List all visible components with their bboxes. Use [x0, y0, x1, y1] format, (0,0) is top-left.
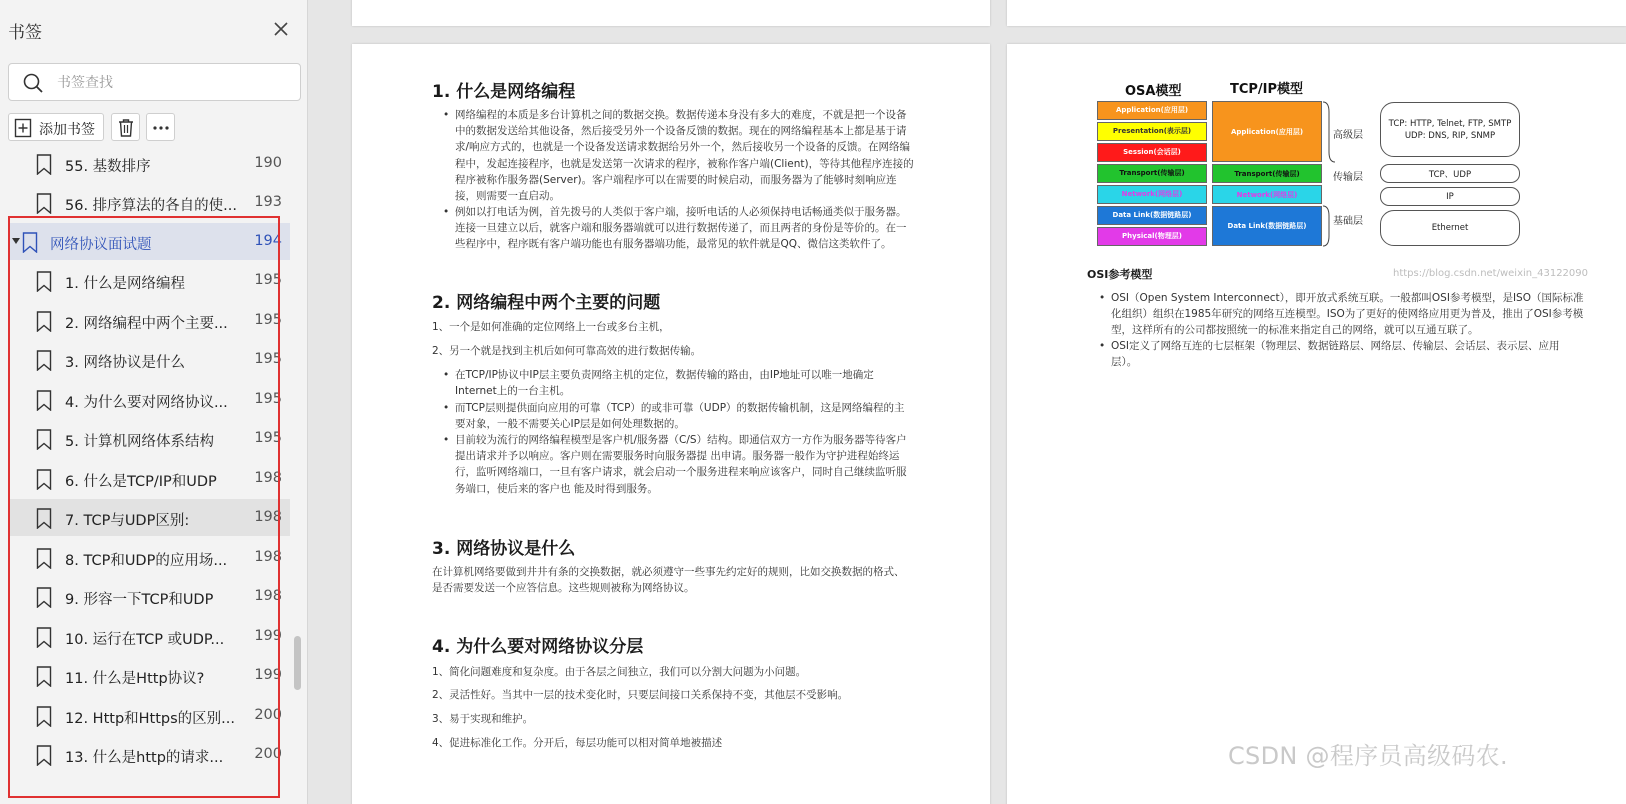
- bookmark-page: 200: [254, 707, 282, 723]
- bookmark-label: 2. 网络编程中两个主要...: [65, 316, 228, 332]
- bookmark-label: 7. TCP与UDP区别:: [65, 513, 190, 529]
- tcp-layer-datalink: Data Link(数据链路层): [1212, 206, 1322, 246]
- collapse-caret-icon[interactable]: [12, 238, 20, 244]
- bookmark-page: 194: [254, 233, 282, 249]
- bookmark-icon: [36, 311, 52, 332]
- bookmark-icon: [36, 508, 52, 529]
- bookmark-icon: [36, 706, 52, 727]
- more-options-button[interactable]: [146, 113, 175, 141]
- tcp-layer-application: Application(应用层): [1212, 101, 1322, 162]
- osi-bullet: • OSI定义了网络互连的七层框架（物理层、数据链路层、网络层、传输层、会话层、表示层、应用层）。: [1111, 338, 1585, 370]
- section-2-heading: 2. 网络编程中两个主要的问题: [432, 293, 661, 313]
- delete-bookmark-button[interactable]: [111, 113, 140, 141]
- section-1-bullet: • 例如以打电话为例，首先拨号的人类似于客户端，接听电话的人必须保持电话畅通类似于服务器。连接一旦建立以后，就客户端和服务器端就可以进行数据传递了，而且两者的身份是等价的。在一些程序中，程序既有客户端功能也有服务器端功能，最常见的软件就是QQ、微信这类软件了。: [455, 204, 915, 253]
- bookmark-icon: [36, 193, 52, 214]
- bookmark-icon: [36, 745, 52, 766]
- bookmark-item[interactable]: [10, 420, 290, 457]
- trash-icon: [116, 117, 136, 138]
- section-3-heading: 3. 网络协议是什么: [432, 539, 576, 559]
- search-input[interactable]: [57, 70, 287, 96]
- add-bookmark-label: 添加书签: [39, 122, 95, 138]
- section-2-bullet: • 在TCP/IP协议中IP层主要负责网络主机的定位，数据传输的路由，由IP地址可以唯一地确定Internet上的一台主机。: [455, 367, 880, 399]
- add-bookmark-icon: [13, 118, 33, 138]
- bookmark-page: 190: [254, 155, 282, 171]
- bookmark-label: 12. Http和Https的区别...: [65, 711, 236, 727]
- bookmark-icon: [36, 548, 52, 569]
- document-page-right: [1007, 44, 1626, 804]
- osi-layer-transport: Transport(传输层): [1097, 164, 1207, 183]
- protocols-datalink: Ethernet: [1380, 210, 1520, 246]
- section-4-paragraph: 4、促进标准化工作。分开后，每层功能可以相对简单地被描述: [432, 737, 723, 749]
- osi-layer-application: Application(应用层): [1097, 101, 1207, 120]
- bookmark-label: 4. 为什么要对网络协议...: [65, 395, 228, 411]
- bookmark-page: 200: [254, 746, 282, 762]
- zone-label-base: 基础层: [1333, 216, 1363, 227]
- bookmark-page: 193: [254, 194, 282, 210]
- bookmark-label: 1. 什么是网络编程: [65, 276, 185, 292]
- section-2-bullet: • 目前较为流行的网络编程模型是客户机/服务器（C/S）结构。即通信双方一方作为服务器等待客户提出请求并予以响应。客户则在需要服务时向服务器提 出申请。服务器一般作为守护进程始终运行，监听网络端口，一旦有客户请求，就会启动一个服务进程来响应该客户，同时自己继续监听服务端口，使后来的客户也 能及时得到服务。: [455, 432, 910, 497]
- bookmark-icon: [36, 350, 52, 371]
- bookmark-sidebar: [0, 0, 308, 804]
- sidebar-header: [8, 16, 298, 44]
- csdn-watermark: CSDN @程序员高级码农.: [1228, 742, 1508, 770]
- tcp-layer-transport: Transport(传输层): [1212, 164, 1322, 183]
- bookmark-item[interactable]: [10, 618, 290, 655]
- bookmark-icon: [36, 666, 52, 687]
- zone-label-high: 高级层: [1333, 130, 1363, 141]
- bookmark-item[interactable]: [10, 148, 290, 182]
- bookmark-label: 11. 什么是Http协议?: [65, 671, 205, 687]
- search-icon: [22, 72, 44, 94]
- bookmark-item-network-protocols[interactable]: [10, 223, 290, 260]
- bookmark-icon: [36, 154, 52, 175]
- document-page-left: [352, 44, 990, 804]
- bookmark-item[interactable]: [10, 302, 290, 339]
- protocols-network: IP: [1380, 187, 1520, 206]
- bookmark-label: 5. 计算机网络体系结构: [65, 434, 214, 450]
- bookmark-label: 网络协议面试题: [50, 237, 152, 253]
- section-1-bullet: • 网络编程的本质是多台计算机之间的数据交换。数据传递本身没有多大的难度，不就是把一个设备中的数据发送给其他设备，然后接受另外一个设备反馈的数据。现在的网络编程基本上都是基于请求/响应方式的，也就是一个设备发送请求数据给另外一个，然后接收另一个设备的反馈。在网络编程中，发起连接程序，也就是发送第一次请求的程序，被称作客户端(Client)，等待其他程序连接的程序被称作服务器(Server)。客户端程序可以在需要的时候启动，而服务器为了能够时刻响应连接，则需要一直启动。: [455, 107, 915, 204]
- tcpip-model-title: TCP/IP模型: [1230, 82, 1304, 97]
- section-2-paragraph: 2、另一个就是找到主机后如何可靠高效的进行数据传输。: [432, 345, 702, 357]
- bookmark-item[interactable]: [10, 697, 290, 734]
- bookmark-page: 195: [254, 430, 282, 446]
- bookmark-item[interactable]: [10, 460, 290, 497]
- bookmark-item[interactable]: [10, 262, 290, 299]
- bookmark-icon: [36, 627, 52, 648]
- bookmark-icon: [36, 587, 52, 608]
- osi-bullet: • OSI（Open System Interconnect），即开放式系统互联。一般都叫OSI参考模型，是ISO（国际标准化组织）组织在1985年研究的网络互连模型。ISO为了更好的使网络应用更为普及，推出了OSI参考模型，这样所有的公司都按照统一的标准来指定自己的网络，就可以互通互联了。: [1111, 290, 1585, 339]
- tcp-layer-network: Network(网络层): [1212, 185, 1322, 204]
- bookmark-label: 3. 网络协议是什么: [65, 355, 185, 371]
- section-1-heading: 1. 什么是网络编程: [432, 82, 576, 102]
- protocols-application: TCP: HTTP, Telnet, FTP, SMTP UDP: DNS, RIP, SNMP: [1380, 102, 1520, 157]
- protocols-transport: TCP、UDP: [1380, 164, 1520, 183]
- bookmark-item[interactable]: [10, 184, 290, 221]
- bookmark-icon: [22, 232, 38, 253]
- sidebar-title: 书签: [8, 23, 42, 43]
- bookmark-page: 198: [254, 588, 282, 604]
- bookmark-page: 195: [254, 351, 282, 367]
- sidebar-scrollbar[interactable]: [294, 636, 301, 690]
- bookmark-label: 55. 基数排序: [65, 159, 151, 175]
- section-2-paragraph: 1、一个是如何准确的定位网络上一台或多台主机，: [432, 321, 670, 333]
- section-4-paragraph: 1、简化问题难度和复杂度。由于各层之间独立，我们可以分割大问题为小问题。: [432, 666, 807, 678]
- osi-layer-presentation: Presentation(表示层): [1097, 122, 1207, 141]
- bookmark-icon: [36, 429, 52, 450]
- bookmark-label: 56. 排序算法的各自的使...: [65, 198, 237, 214]
- bookmark-icon: [36, 271, 52, 292]
- osi-layer-session: Session(会话层): [1097, 143, 1207, 162]
- bookmark-item[interactable]: [10, 657, 290, 694]
- bookmark-item[interactable]: [10, 381, 290, 418]
- bookmark-label: 6. 什么是TCP/IP和UDP: [65, 474, 217, 490]
- bookmark-page: 198: [254, 509, 282, 525]
- bookmark-icon: [36, 390, 52, 411]
- bookmark-label: 13. 什么是http的请求...: [65, 750, 224, 766]
- bookmark-icon: [36, 469, 52, 490]
- bookmark-search[interactable]: [8, 63, 301, 101]
- osi-layer-physical: Physical(物理层): [1097, 227, 1207, 246]
- osi-heading: OSI参考模型: [1087, 268, 1153, 281]
- bookmark-page: 199: [254, 667, 282, 683]
- section-3-paragraph: 在计算机网络要做到井井有条的交换数据，就必须遵守一些事先约定好的规则，比如交换数据的格式、是否需要发送一个应答信息。这些规则被称为网络协议。: [432, 566, 905, 595]
- previous-page-right: [1007, 0, 1626, 26]
- section-2-bullet: • 而TCP层则提供面向应用的可靠（TCP）的或非可靠（UDP）的数据传输机制，这是网络编程的主要对象，一般不需要关心IP层是如何处理数据的。: [455, 400, 910, 432]
- section-4-paragraph: 2、灵活性好。当其中一层的技术变化时，只要层间接口关系保持不变，其他层不受影响。: [432, 689, 849, 701]
- section-4-heading: 4. 为什么要对网络协议分层: [432, 637, 644, 657]
- bookmark-item[interactable]: [10, 736, 290, 773]
- bookmark-page: 195: [254, 272, 282, 288]
- bookmark-page: 198: [254, 549, 282, 565]
- bookmark-item[interactable]: [10, 539, 290, 576]
- bookmark-item[interactable]: [10, 499, 290, 536]
- osi-layer-network: Network(网络层): [1097, 185, 1207, 204]
- bookmark-item[interactable]: [10, 578, 290, 615]
- bookmark-page: 199: [254, 628, 282, 644]
- more-icon: [152, 119, 170, 137]
- zone-label-transport: 传输层: [1333, 172, 1363, 183]
- bookmark-page: 195: [254, 391, 282, 407]
- bookmark-label: 8. TCP和UDP的应用场...: [65, 553, 228, 569]
- bookmark-item[interactable]: [10, 341, 290, 378]
- bookmark-list: [0, 148, 298, 804]
- osa-model-title: OSA模型: [1125, 84, 1182, 99]
- add-bookmark-button[interactable]: [8, 113, 104, 141]
- bookmark-label: 10. 运行在TCP 或UDP...: [65, 632, 225, 648]
- bookmark-page: 195: [254, 312, 282, 328]
- bookmark-label: 9. 形容一下TCP和UDP: [65, 592, 214, 608]
- previous-page-left: [352, 0, 990, 26]
- close-icon[interactable]: [270, 18, 292, 40]
- section-4-paragraph: 3、易于实现和维护。: [432, 713, 534, 725]
- osi-layer-datalink: Data Link(数据链路层): [1097, 206, 1207, 225]
- blog-watermark: https://blog.csdn.net/weixin_43122090: [1393, 268, 1589, 279]
- bookmark-page: 198: [254, 470, 282, 486]
